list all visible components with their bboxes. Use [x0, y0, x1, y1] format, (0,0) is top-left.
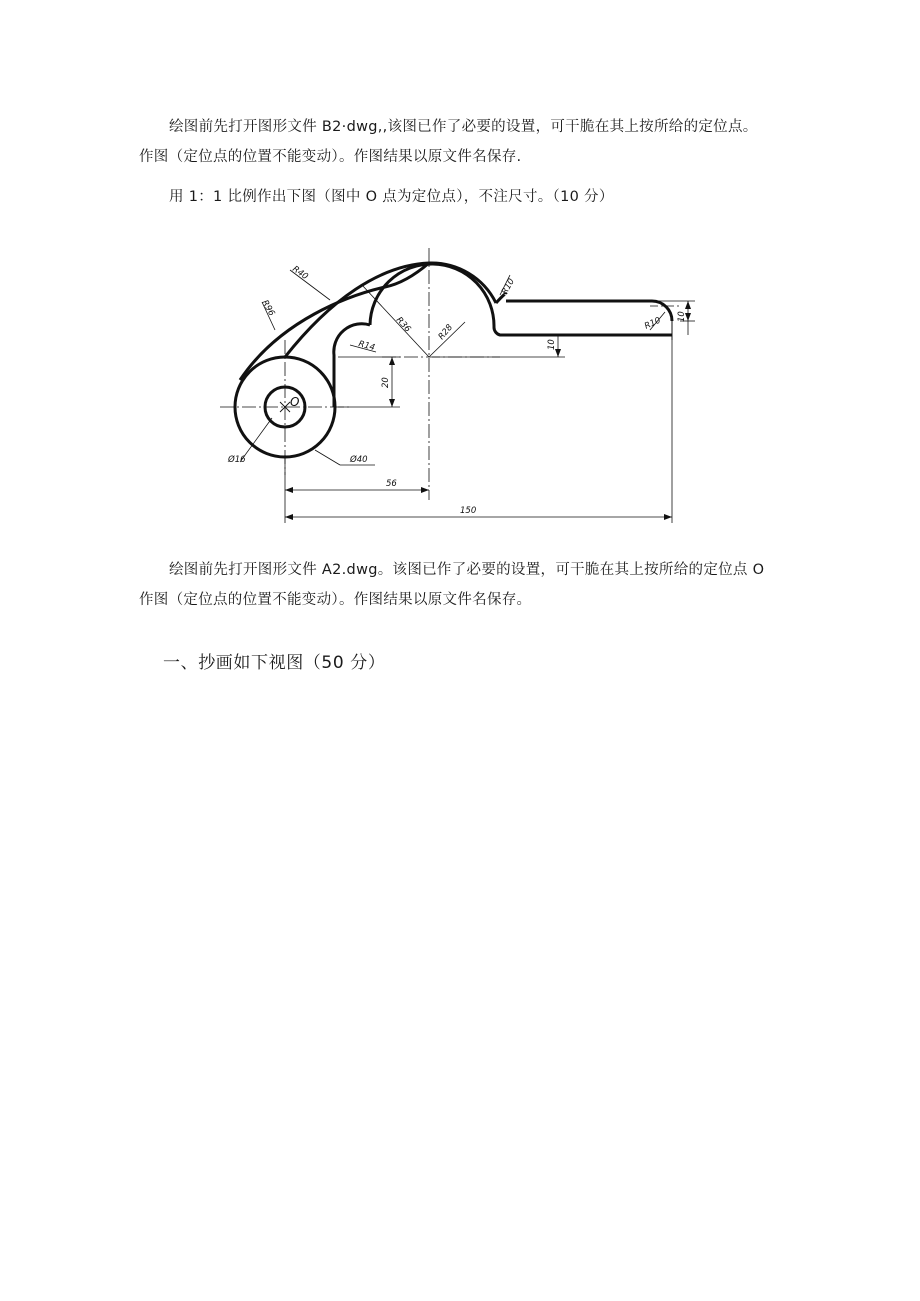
- dim-r36: R36: [393, 315, 413, 335]
- dim-20: 20: [381, 377, 391, 388]
- dim-d16: Ø16: [228, 455, 246, 465]
- dim-r28: R28: [436, 322, 456, 342]
- instruction-3-line-2: 作图（定位点的位置不能变动）。作图结果以原文件名保存。: [139, 592, 532, 608]
- dim-r96: R96: [259, 298, 277, 318]
- instruction-1-line-1: 绘图前先打开图形文件 B2·dwg,,该图已作了必要的设置，可干脆在其上按所给的定位点。: [169, 119, 758, 135]
- arm-top-edge: [506, 301, 672, 321]
- dim-10-right: 10: [677, 311, 687, 322]
- dim-r10-top: R10: [499, 277, 517, 297]
- section-heading: 一、抄画如下视图（50 分）: [163, 653, 386, 673]
- dim-d40: Ø40: [350, 455, 368, 465]
- dim-r10-end: R10: [643, 315, 663, 332]
- origin-label: O: [290, 395, 300, 409]
- dim-10-left: 10: [547, 339, 557, 350]
- instruction-3-line-1: 绘图前先打开图形文件 A2.dwg。该图已作了必要的设置，可干脆在其上按所给的定位点 O: [169, 562, 765, 578]
- instruction-paragraph-3: [139, 555, 799, 615]
- dim-150: 150: [460, 506, 477, 516]
- dim-r40: R40: [290, 264, 310, 283]
- technical-drawing: [210, 240, 710, 530]
- dim-56: 56: [386, 479, 397, 489]
- dim-r14: R14: [357, 339, 376, 354]
- instruction-paragraph-2: 用 1：1 比例作出下图（图中 O 点为定位点），不注尺寸。（10 分）: [169, 189, 614, 205]
- instruction-paragraph-1: [139, 112, 799, 172]
- inner-arc-r14: [334, 324, 370, 407]
- instruction-1-line-2: 作图（定位点的位置不能变动）。作图结果以原文件名保存.: [139, 149, 522, 165]
